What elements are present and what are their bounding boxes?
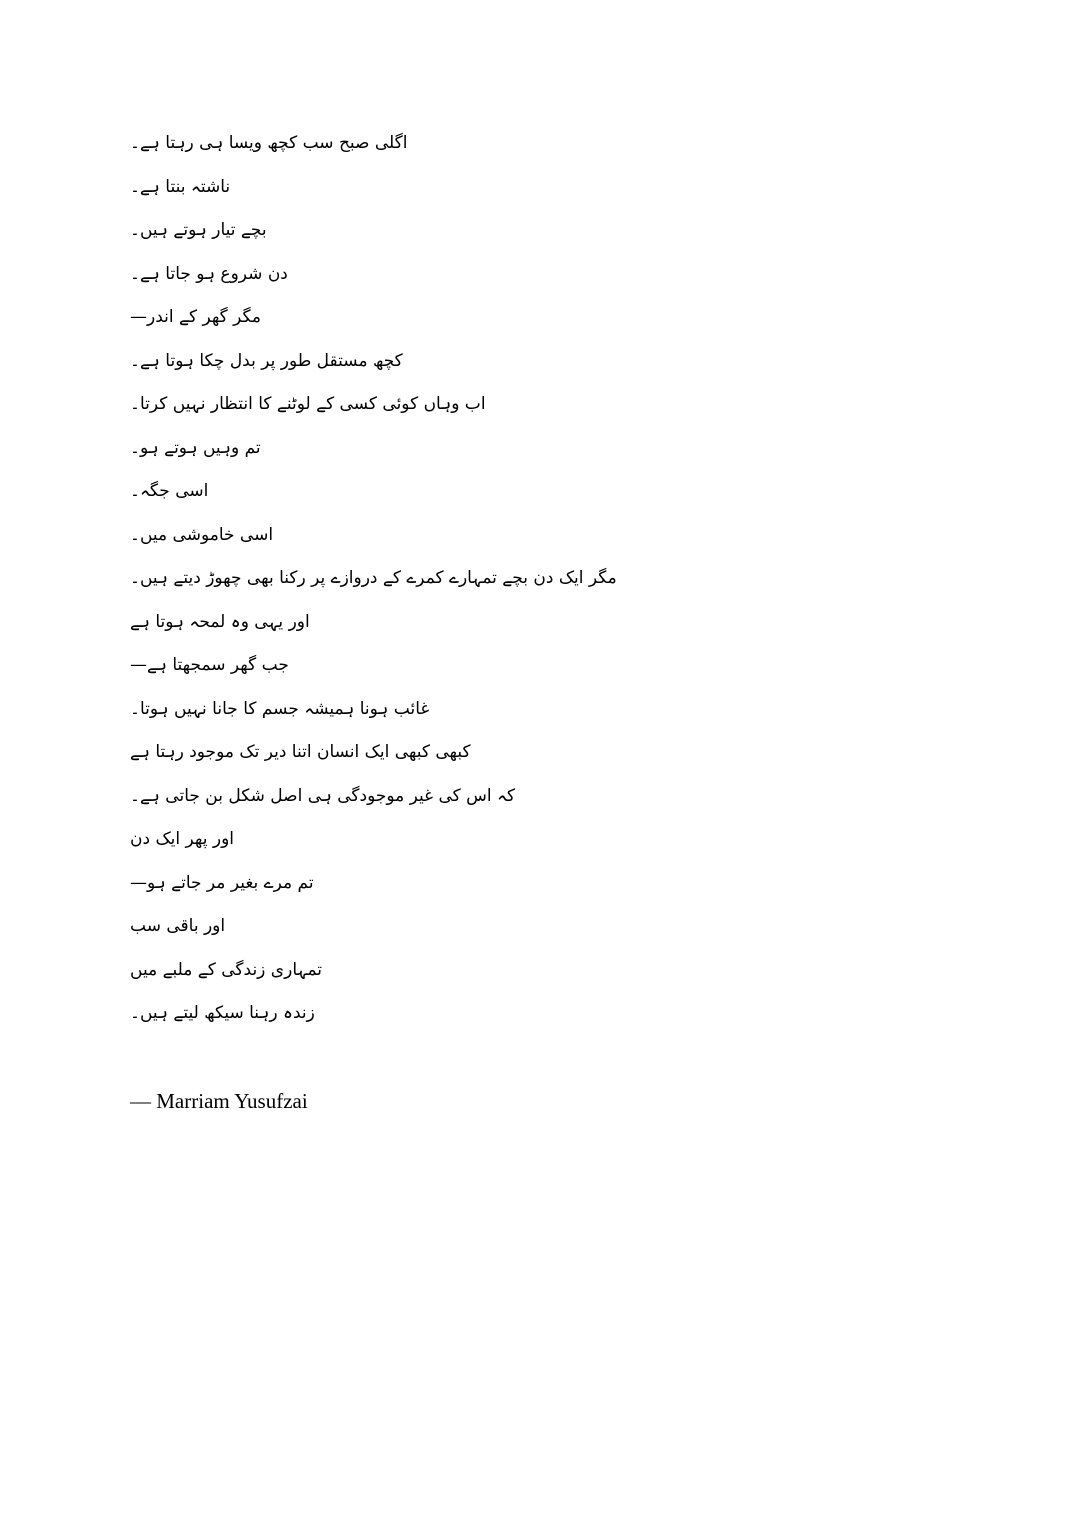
poem-line: تم وہیں ہوتے ہو۔ — [130, 437, 261, 458]
poem-line: جب گھر سمجھتا ہے— — [130, 655, 289, 675]
poem-line: غائب ہونا ہمیشہ جسم کا جانا نہیں ہوتا۔ — [130, 698, 430, 719]
poem-line: تم مرے بغیر مر جاتے ہو— — [130, 872, 314, 893]
poem-line: اور یہی وہ لمحہ ہوتا ہے — [130, 611, 310, 632]
poem-line: دن شروع ہو جاتا ہے۔ — [130, 263, 288, 284]
poem-line: اگلی صبح سب کچھ ویسا ہی رہتا ہے۔ — [130, 133, 408, 153]
poem-line: بچے تیار ہوتے ہیں۔ — [130, 220, 267, 240]
poem-line: کبھی کبھی ایک انسان اتنا دیر تک موجود رہتا ہے — [130, 742, 471, 762]
poem-line: اسی خاموشی میں۔ — [130, 524, 274, 545]
poem-line: ناشتہ بنتا ہے۔ — [130, 176, 231, 197]
poem-line: اب وہاں کوئی کسی کے لوٹنے کا انتظار نہیں کرتا۔ — [130, 394, 486, 414]
poem-line: اور باقی سب — [130, 916, 226, 936]
poem-body — [130, 128, 750, 1042]
poem-line: زندہ رہنا سیکھ لیتے ہیں۔ — [130, 1003, 315, 1023]
poem-line: مگر ایک دن بچے تمہارے کمرے کے دروازے پر رکنا بھی چھوڑ دیتے ہیں۔ — [130, 568, 617, 588]
poem-line: مگر گھر کے اندر— — [130, 307, 262, 327]
author-attribution: — Marriam Yusufzai — [130, 1089, 308, 1113]
poem-line: اسی جگہ۔ — [130, 481, 209, 501]
poem-line: اور پھر ایک دن — [130, 829, 235, 849]
poem-line: کہ اس کی غیر موجودگی ہی اصل شکل بن جاتی ہے۔ — [130, 785, 516, 806]
poem-line: کچھ مستقل طور پر بدل چکا ہوتا ہے۔ — [130, 350, 403, 371]
poem-line: تمہاری زندگی کے ملبے میں — [130, 959, 323, 980]
